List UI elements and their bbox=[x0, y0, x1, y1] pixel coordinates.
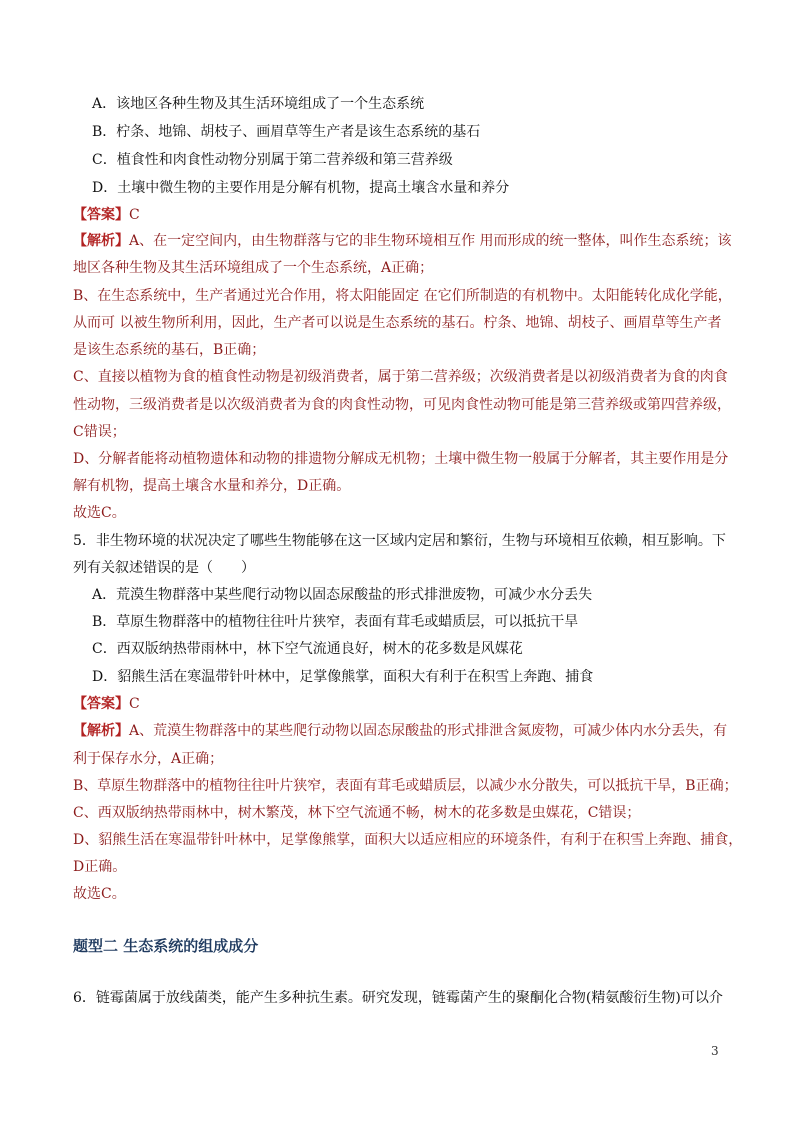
answer-tag: 【答案】 bbox=[73, 207, 129, 223]
q5-analysis-line: D正确。 bbox=[73, 859, 127, 875]
q4-analysis-line: 是该生态系统的基石，B正确； bbox=[73, 342, 266, 358]
analysis-text: A、在一定空间内，由生物群落与它的非生物环境相互作 用而形成的统一整体，叫作生态系统；该 bbox=[129, 233, 732, 249]
q5-stem: 5．非生物环境的状况决定了哪些生物能够在这一区域内定居和繁衍，生物与环境相互依赖，相互影响。下 bbox=[73, 533, 726, 549]
q4-option-d: D．土壤中微生物的主要作用是分解有机物，提高土壤含水量和养分 bbox=[92, 180, 510, 196]
q4-analysis-line: 地区各种生物及其生活环境组成了一个生态系统，A正确； bbox=[73, 260, 434, 276]
q4-analysis-line: 从而可 以被生物所利用，因此，生产者可以说是生态系统的基石。柠条、地锦、胡枝子、画眉草等生产者 bbox=[73, 315, 722, 331]
q6-stem: 6．链霉菌属于放线菌类，能产生多种抗生素。研究发现，链霉菌产生的聚酮化合物(精氨酸衍生物)可以介 bbox=[73, 990, 723, 1006]
q5-option-c: C．西双版纳热带雨林中，林下空气流通良好，树木的花多数是风媒花 bbox=[92, 641, 523, 657]
q4-option-b: B．柠条、地锦、胡枝子、画眉草等生产者是该生态系统的基石 bbox=[92, 124, 481, 140]
q5-analysis-line bbox=[73, 722, 727, 740]
analysis-tag: 【解析】 bbox=[73, 723, 129, 739]
q4-analysis-line: D、分解者能将动植物遗体和动物的排遗物分解成无机物；土壤中微生物一般属于分解者，其主要作用是分 bbox=[73, 451, 729, 467]
q5-option-d: D．貂熊生活在寒温带针叶林中，足掌像熊掌，面积大有利于在积雪上奔跑、捕食 bbox=[92, 669, 594, 685]
q4-analysis-line: 解有机物，提高土壤含水量和养分，D正确。 bbox=[73, 478, 351, 494]
q4-analysis-line: C错误； bbox=[73, 424, 126, 440]
analysis-text: A、荒漠生物群落中的某些爬行动物以固态尿酸盐的形式排泄含氮废物，可减少体内水分丢失，有 bbox=[129, 723, 728, 739]
q5-option-a: A．荒漠生物群落中某些爬行动物以固态尿酸盐的形式排泄废物，可减少水分丢失 bbox=[92, 587, 593, 603]
page-number: 3 bbox=[711, 1044, 719, 1058]
q4-analysis-line: C、直接以植物为食的植食性动物是初级消费者，属于第二营养级；次级消费者是以初级消费者为食的肉食 bbox=[73, 369, 728, 385]
q5-option-b: B．草原生物群落中的植物往往叶片狭窄，表面有茸毛或蜡质层，可以抵抗干旱 bbox=[92, 614, 579, 630]
q5-analysis-line: B、草原生物群落中的植物往往叶片狭窄，表面有茸毛或蜡质层，以减少水分散失，可以抵抗干旱，B正确； bbox=[73, 778, 738, 794]
q4-analysis-line: 性动物，三级消费者是以次级消费者为食的肉食性动物，可见肉食性动物可能是第三营养级或第四营养级， bbox=[73, 397, 731, 413]
q5-analysis-line: 利于保存水分，A正确； bbox=[73, 751, 224, 767]
q5-analysis-line: D、貂熊生活在寒温带针叶林中，足掌像熊掌，面积大以适应相应的环境条件，有利于在积雪上奔跑、捕食， bbox=[73, 832, 743, 848]
q5-answer bbox=[73, 695, 140, 713]
q5-analysis-line: C、西双版纳热带雨林中，树木繁茂，林下空气流通不畅，树木的花多数是虫媒花，C错误； bbox=[73, 805, 641, 821]
q5-stem: 列有关叙述错误的是（ ） bbox=[73, 560, 255, 576]
section-heading: 题型二 生态系统的组成成分 bbox=[73, 937, 259, 955]
q4-option-a: A．该地区各种生物及其生活环境组成了一个生态系统 bbox=[92, 96, 425, 112]
q4-analysis-line: B、在生态系统中，生产者通过光合作用，将太阳能固定 在它们所制造的有机物中。太阳能转化成化学能， bbox=[73, 288, 732, 304]
q4-conclusion: 故选C。 bbox=[73, 505, 126, 521]
q4-analysis-line bbox=[73, 232, 732, 250]
q5-conclusion: 故选C。 bbox=[73, 886, 126, 902]
q4-answer bbox=[73, 206, 140, 224]
analysis-tag: 【解析】 bbox=[73, 233, 129, 249]
answer-value: C bbox=[129, 207, 140, 223]
q4-option-c: C．植食性和肉食性动物分别属于第二营养级和第三营养级 bbox=[92, 152, 453, 168]
answer-value: C bbox=[129, 696, 140, 712]
answer-tag: 【答案】 bbox=[73, 696, 129, 712]
